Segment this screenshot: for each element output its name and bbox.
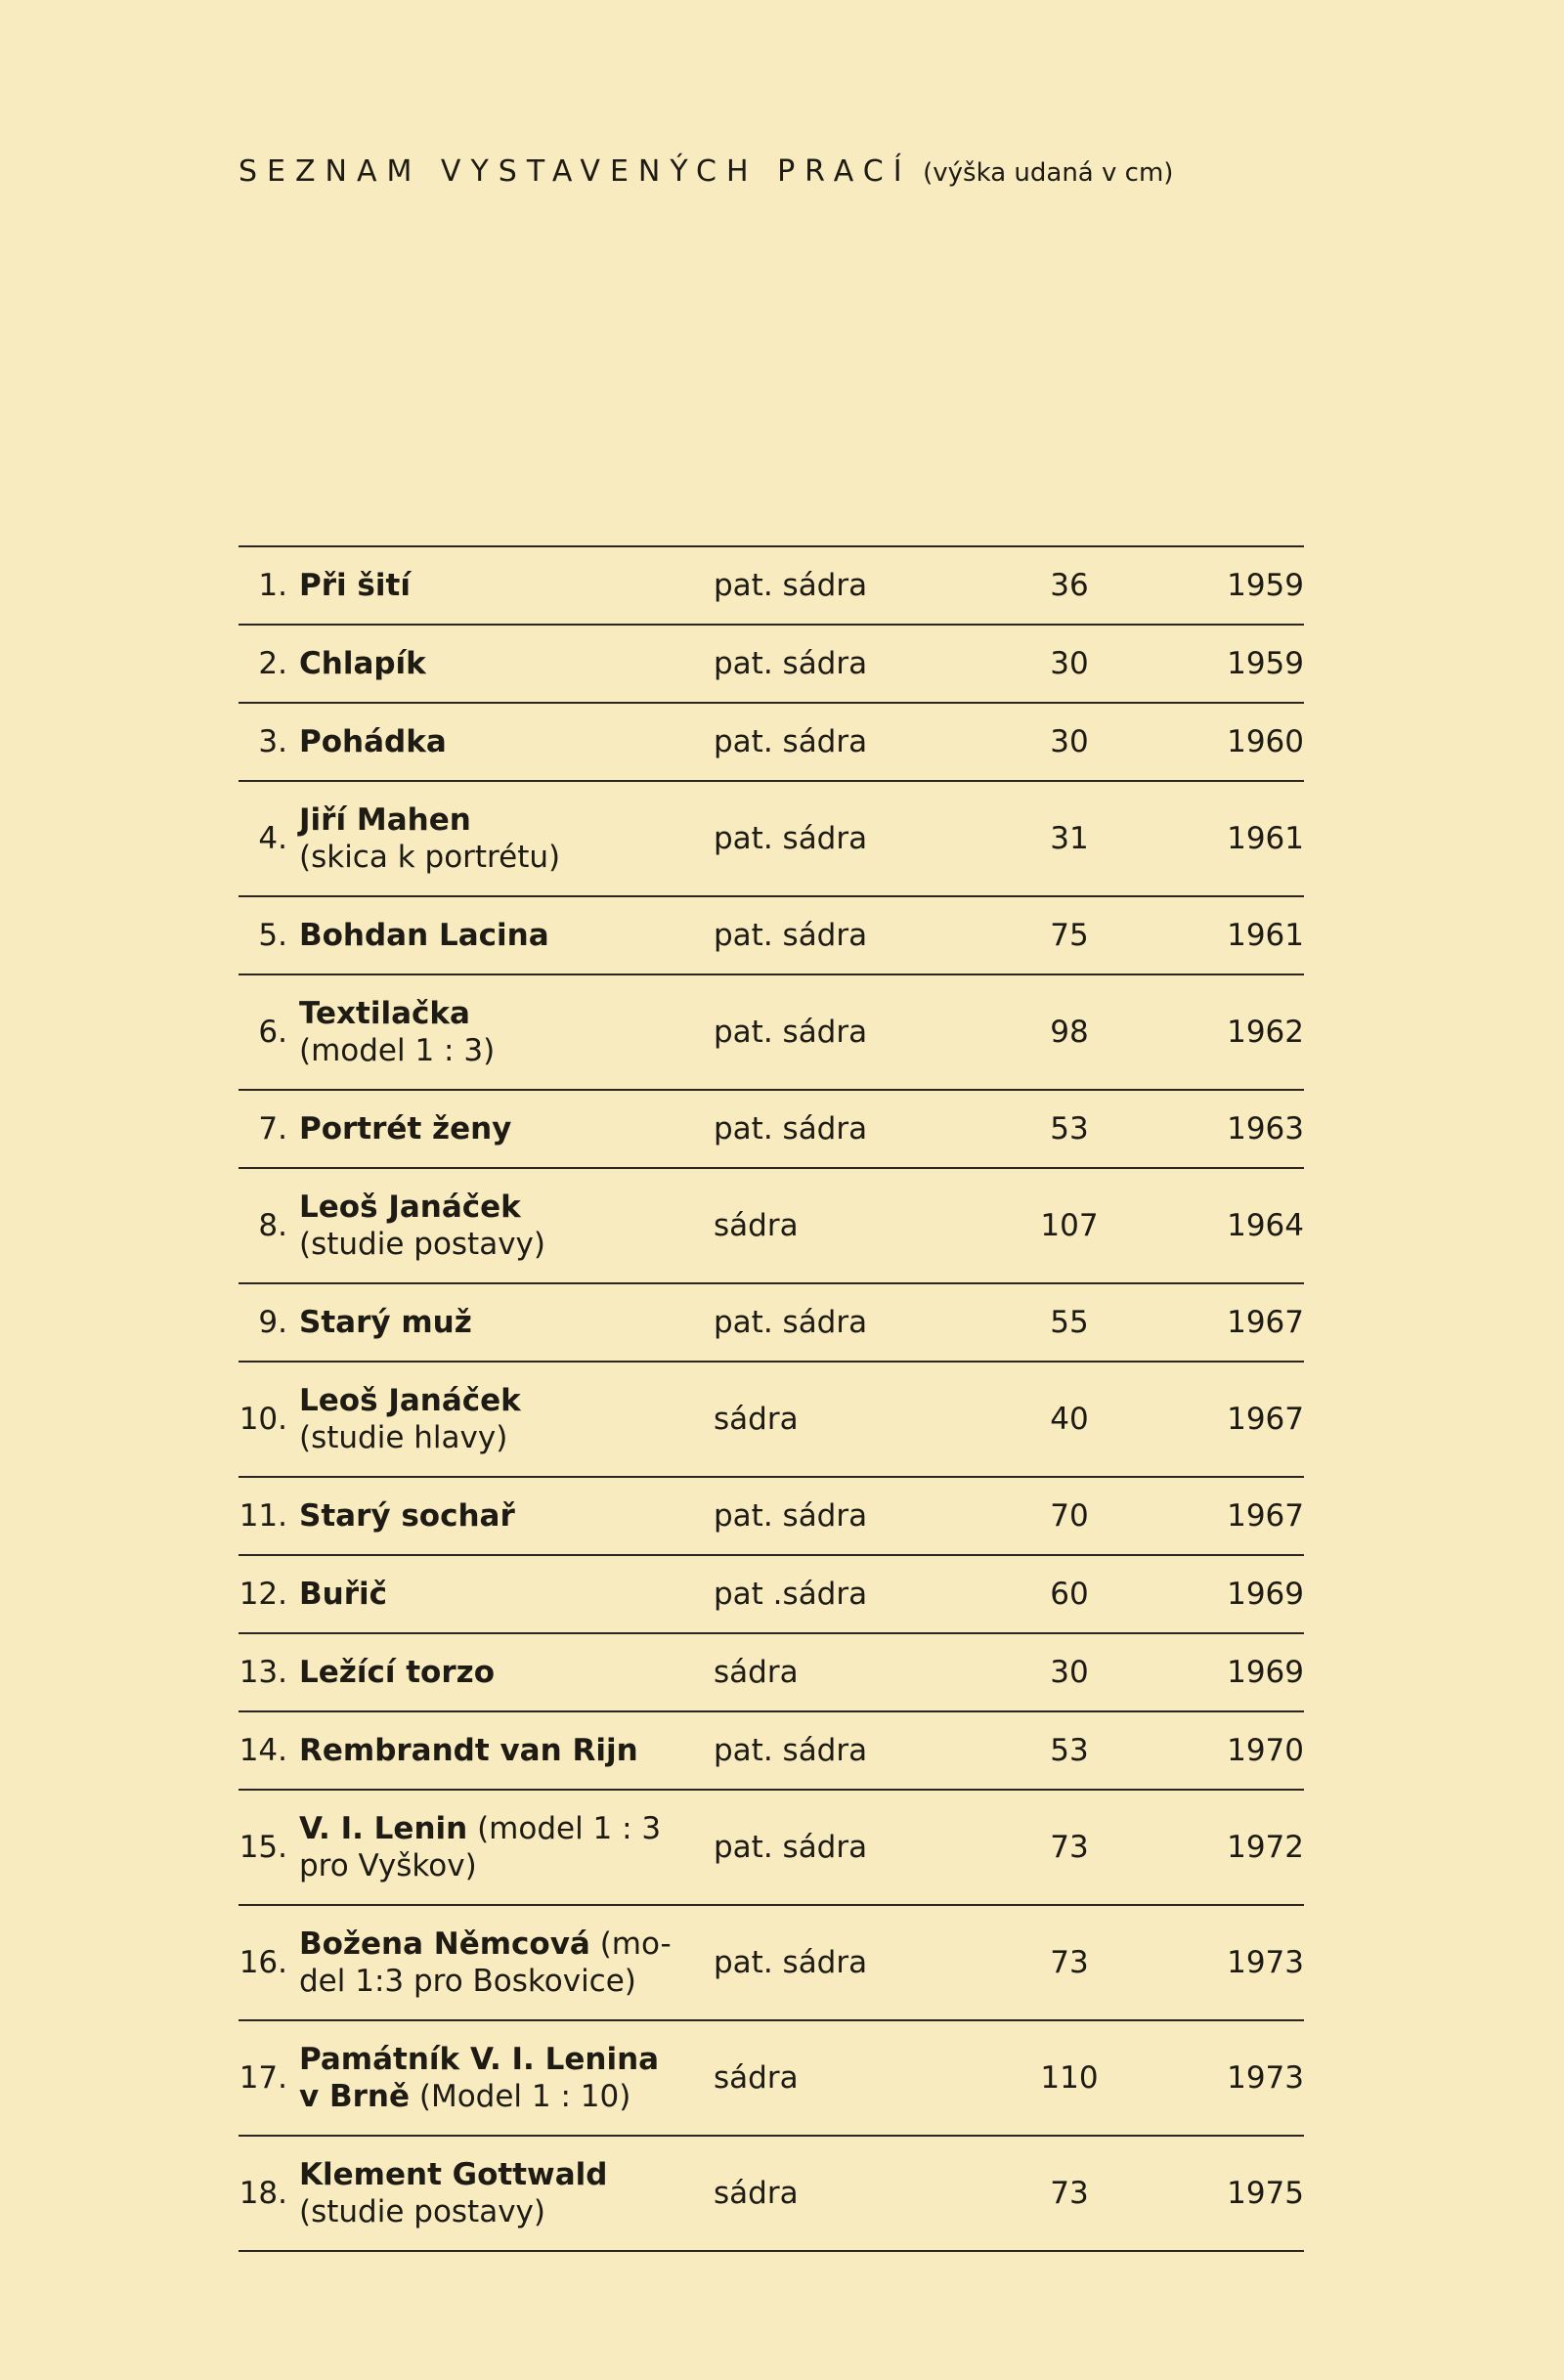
work-subtitle	[299, 1847, 661, 1884]
table-row	[239, 1169, 1304, 1282]
work-year: 1964	[1227, 1208, 1304, 1243]
work-subtitle	[299, 1226, 545, 1263]
work-year: 1960	[1227, 724, 1304, 759]
work-year: 1959	[1227, 646, 1304, 681]
table-row	[239, 1791, 1304, 1904]
work-subtitle	[299, 2193, 607, 2230]
work-number: 8.	[258, 1208, 287, 1243]
work-material: sádra	[714, 1402, 799, 1437]
work-number: 10.	[239, 1402, 287, 1437]
work-title	[299, 1382, 521, 1456]
work-title-line	[299, 1655, 495, 1690]
work-title-line	[299, 646, 426, 681]
work-title-line	[299, 724, 447, 759]
work-title-line	[299, 1305, 472, 1340]
work-subtitle	[299, 1032, 495, 1069]
work-number: 4.	[258, 821, 287, 856]
work-height: 73	[1050, 1830, 1089, 1865]
work-height: 107	[1040, 1208, 1099, 1243]
table-row	[239, 1091, 1304, 1167]
work-number: 1.	[258, 568, 287, 603]
work-title	[299, 1810, 661, 1884]
work-name-note: (mo-	[589, 1926, 672, 1962]
work-name: Starý sochař	[299, 1498, 515, 1534]
heading-note: (výška udaná v cm)	[923, 158, 1174, 188]
table-rule	[239, 2250, 1304, 2252]
work-number: 7.	[258, 1111, 287, 1147]
work-height: 73	[1050, 2176, 1089, 2211]
work-height: 60	[1050, 1577, 1089, 1612]
work-name: Ležící torzo	[299, 1655, 495, 1690]
work-subtitle-text: del 1:3 pro Boskovice)	[299, 1964, 636, 1999]
work-number: 18.	[239, 2176, 287, 2211]
work-material: pat. sádra	[714, 1733, 868, 1768]
table-row	[239, 1634, 1304, 1710]
work-title	[299, 801, 560, 876]
work-name: Chlapík	[299, 646, 426, 681]
work-subtitle-text: (studie postavy)	[299, 1227, 545, 1262]
work-subtitle-text: pro Vyškov)	[299, 1848, 477, 1883]
work-title-line	[299, 1190, 521, 1225]
work-number: 3.	[258, 724, 287, 759]
work-material: sádra	[714, 2176, 799, 2211]
work-subtitle-text: (skica k portrétu)	[299, 840, 561, 875]
work-name-note: (model 1 : 3	[467, 1811, 662, 1846]
work-year: 1967	[1227, 1402, 1304, 1437]
work-title	[299, 917, 549, 954]
work-title	[299, 2156, 607, 2230]
table-row	[239, 1284, 1304, 1361]
work-number: 12.	[239, 1577, 287, 1612]
work-title	[299, 567, 411, 604]
work-material: pat. sádra	[714, 1830, 868, 1865]
work-number: 2.	[258, 646, 287, 681]
work-year: 1972	[1227, 1830, 1304, 1865]
work-year: 1975	[1227, 2176, 1304, 2211]
work-subtitle	[299, 839, 560, 876]
work-name: Památník V. I. Lenina	[299, 2042, 660, 2077]
work-material: pat. sádra	[714, 1305, 868, 1340]
work-title	[299, 645, 426, 682]
work-title	[299, 1576, 387, 1613]
work-number: 9.	[258, 1305, 287, 1340]
work-year: 1969	[1227, 1655, 1304, 1690]
work-number: 15.	[239, 1830, 287, 1865]
work-year: 1967	[1227, 1498, 1304, 1534]
work-name: Bohdan Lacina	[299, 918, 549, 953]
work-material: pat .sádra	[714, 1577, 868, 1612]
work-year: 1961	[1227, 821, 1304, 856]
table-row	[239, 782, 1304, 895]
work-subtitle	[299, 1963, 672, 2000]
work-title-line	[299, 1811, 661, 1846]
work-title	[299, 1189, 545, 1263]
table-row	[239, 1712, 1304, 1789]
work-height: 55	[1050, 1305, 1089, 1340]
work-subtitle-text: (model 1 : 3)	[299, 1033, 496, 1068]
work-name: Starý muž	[299, 1305, 472, 1340]
work-title-line	[299, 1733, 638, 1768]
work-number: 5.	[258, 918, 287, 953]
heading-title: SEZNAM VYSTAVENÝCH PRACÍ	[239, 154, 912, 189]
work-title	[299, 995, 495, 1069]
work-material: pat. sádra	[714, 646, 868, 681]
work-name: Klement Gottwald	[299, 2157, 608, 2192]
work-title	[299, 1110, 511, 1147]
work-year: 1970	[1227, 1733, 1304, 1768]
work-material: pat. sádra	[714, 918, 868, 953]
work-subtitle-text: (studie hlavy)	[299, 1420, 508, 1455]
table-row	[239, 1906, 1304, 2019]
work-name: Rembrandt van Rijn	[299, 1733, 638, 1768]
table-row	[239, 2137, 1304, 2250]
work-name: Při šití	[299, 568, 411, 603]
work-height: 40	[1050, 1402, 1089, 1437]
table-row	[239, 547, 1304, 624]
work-number: 13.	[239, 1655, 287, 1690]
work-title-line	[299, 2042, 659, 2077]
work-title	[299, 1732, 638, 1769]
work-title	[299, 1497, 515, 1535]
work-number: 16.	[239, 1945, 287, 1980]
table-row	[239, 1556, 1304, 1632]
table-row	[239, 897, 1304, 974]
work-year: 1961	[1227, 918, 1304, 953]
work-name: Jiří Mahen	[299, 802, 471, 838]
work-height: 75	[1050, 918, 1089, 953]
work-number: 14.	[239, 1733, 287, 1768]
work-height: 36	[1050, 568, 1089, 603]
work-height: 110	[1040, 2060, 1099, 2096]
work-title	[299, 1654, 495, 1691]
work-number: 6.	[258, 1015, 287, 1050]
work-material: pat. sádra	[714, 724, 868, 759]
work-title-line	[299, 1498, 515, 1534]
work-material: pat. sádra	[714, 1498, 868, 1534]
work-name: V. I. Lenin	[299, 1811, 468, 1846]
work-height: 53	[1050, 1111, 1089, 1147]
work-material: sádra	[714, 2060, 799, 2096]
work-title-line	[299, 1577, 387, 1612]
work-subtitle-text: (Model 1 : 10)	[410, 2079, 631, 2114]
table-row	[239, 975, 1304, 1089]
work-title	[299, 1926, 672, 2000]
work-subtitle-text: (studie postavy)	[299, 2194, 545, 2229]
work-year: 1963	[1227, 1111, 1304, 1147]
work-name: Pohádka	[299, 724, 447, 759]
work-number: 17.	[239, 2060, 287, 2096]
work-year: 1969	[1227, 1577, 1304, 1612]
work-name: Textilačka	[299, 996, 470, 1031]
work-year: 1967	[1227, 1305, 1304, 1340]
work-subtitle	[299, 1419, 521, 1456]
work-material: pat. sádra	[714, 1111, 868, 1147]
table-row	[239, 626, 1304, 702]
work-material: pat. sádra	[714, 568, 868, 603]
work-name: Božena Němcová	[299, 1926, 590, 1962]
work-title-line	[299, 568, 411, 603]
table-row	[239, 1478, 1304, 1554]
work-height: 30	[1050, 1655, 1089, 1690]
page-heading	[239, 154, 1173, 189]
works-table	[239, 545, 1304, 2252]
work-title	[299, 2041, 659, 2115]
work-height: 98	[1050, 1015, 1089, 1050]
work-subtitle-bold: v Brně	[299, 2079, 411, 2114]
work-material: sádra	[714, 1655, 799, 1690]
work-year: 1973	[1227, 1945, 1304, 1980]
work-height: 30	[1050, 724, 1089, 759]
table-row	[239, 1363, 1304, 1476]
work-year: 1962	[1227, 1015, 1304, 1050]
work-title-line	[299, 2157, 607, 2192]
work-year: 1973	[1227, 2060, 1304, 2096]
work-name: Portrét ženy	[299, 1111, 512, 1147]
work-name: Buřič	[299, 1577, 387, 1612]
work-title-line	[299, 918, 549, 953]
work-title	[299, 723, 447, 760]
work-material: pat. sádra	[714, 1945, 868, 1980]
work-height: 30	[1050, 646, 1089, 681]
work-height: 70	[1050, 1498, 1089, 1534]
work-name: Leoš Janáček	[299, 1190, 521, 1225]
work-material: pat. sádra	[714, 1015, 868, 1050]
work-title-line	[299, 1383, 521, 1418]
work-material: sádra	[714, 1208, 799, 1243]
work-height: 73	[1050, 1945, 1089, 1980]
work-height: 31	[1050, 821, 1089, 856]
work-title-line	[299, 802, 471, 838]
work-title-line	[299, 1926, 672, 1962]
table-row	[239, 704, 1304, 780]
work-title	[299, 1304, 472, 1341]
work-title-line	[299, 1111, 511, 1147]
work-title-line	[299, 996, 470, 1031]
work-name: Leoš Janáček	[299, 1383, 521, 1418]
work-number: 11.	[239, 1498, 287, 1534]
work-year: 1959	[1227, 568, 1304, 603]
work-material: pat. sádra	[714, 821, 868, 856]
table-row	[239, 2021, 1304, 2135]
work-subtitle	[299, 2078, 659, 2115]
work-height: 53	[1050, 1733, 1089, 1768]
